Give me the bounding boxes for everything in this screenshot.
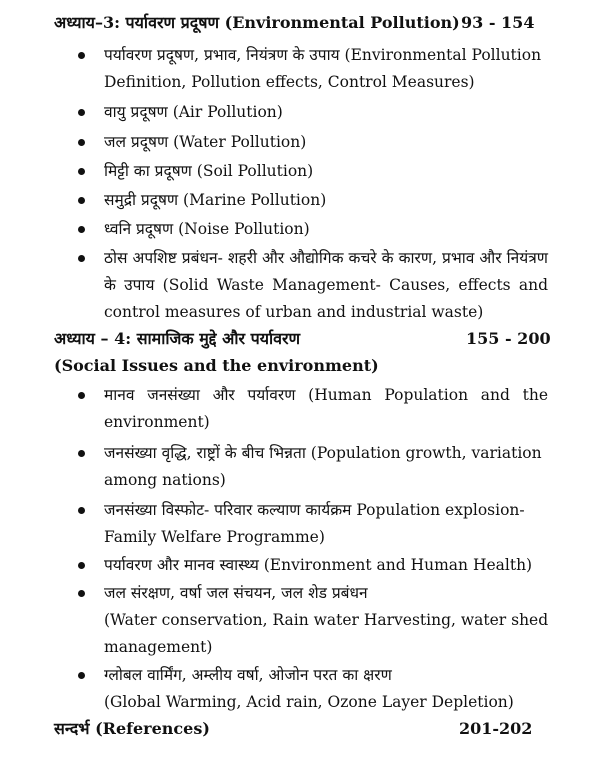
chapter4-page-range: 155 - 200 (466, 329, 551, 348)
item-line: पर्यावरण और मानव स्वास्थ्य (Environment and Human Health) (104, 556, 533, 574)
item-line: control measures of urban and industrial waste) (104, 303, 484, 321)
bullet-icon (78, 226, 85, 233)
item-line: (Global Warming, Acid rain, Ozone Layer Depletion) (104, 693, 514, 711)
item-line: वायु प्रदूषण (Air Pollution) (104, 103, 283, 121)
bullet-icon (78, 197, 85, 204)
item-line: जल संरक्षण, वर्षा जल संचयन, जल शेड प्रबंधन (104, 584, 368, 602)
bullet-icon (78, 450, 85, 457)
item-line: environment) (104, 413, 210, 431)
references-page-range: 201-202 (459, 719, 533, 738)
bullet-icon (78, 507, 85, 514)
item-line: पर्यावरण प्रदूषण, प्रभाव, नियंत्रण के उपाय (Environmental Pollution (104, 46, 542, 64)
bullet-icon (78, 562, 85, 569)
bullet-icon (78, 52, 85, 59)
chapter3-item-5 (104, 187, 548, 214)
chapter4-item-2 (104, 440, 548, 494)
chapter4-item-1 (104, 382, 548, 436)
item-line: ग्लोबल वार्मिंग, अम्लीय वर्षा, ओजोन परत का क्षरण (104, 666, 392, 684)
item-line: ठोस अपशिष्ट प्रबंधन- शहरी और औद्योगिक कचरे के कारण, प्रभाव और नियंत्रण (104, 249, 548, 267)
bullet-icon (78, 672, 85, 679)
bullet-icon (78, 590, 85, 597)
bullet-icon (78, 109, 85, 116)
item-line: के उपाय (Solid Waste Management- Causes, effects and (104, 276, 548, 294)
chapter3-heading: अध्याय–3: पर्यावरण प्रदूषण (Environmental Pollution) (54, 13, 460, 32)
chapter3-item-6 (104, 216, 548, 243)
item-line: ध्वनि प्रदूषण (Noise Pollution) (104, 220, 310, 238)
chapter4-subheading: (Social Issues and the environment) (54, 356, 379, 375)
bullet-icon (78, 168, 85, 175)
references-heading: सन्दर्भ (References) (54, 719, 210, 738)
chapter4-heading: अध्याय – 4: सामाजिक मुद्दे और पर्यावरण (54, 329, 301, 348)
item-line: (Water conservation, Rain water Harvesting, water shed (104, 611, 549, 629)
item-line: जनसंख्या विस्फोट- परिवार कल्याण कार्यक्रम Population explosion- (104, 501, 525, 519)
item-line: among nations) (104, 471, 226, 489)
item-line: Definition, Pollution effects, Control Measures) (104, 73, 475, 91)
item-line: जल प्रदूषण (Water Pollution) (104, 133, 307, 151)
bullet-icon (78, 139, 85, 146)
chapter4-item-5 (104, 580, 548, 661)
chapter4-item-4 (104, 552, 548, 579)
item-line: Family Welfare Programme) (104, 528, 325, 546)
item-line: management) (104, 638, 213, 656)
item-line: मिट्टी का प्रदूषण (Soil Pollution) (104, 162, 314, 180)
bullet-icon (78, 392, 85, 399)
chapter3-item-1 (104, 42, 548, 96)
item-line: जनसंख्या वृद्धि, राष्ट्रों के बीच भिन्नता (Population growth, variation (104, 444, 542, 462)
chapter3-item-7 (104, 245, 548, 326)
chapter3-item-3 (104, 129, 548, 156)
chapter3-item-4 (104, 158, 548, 185)
chapter4-item-6 (104, 662, 548, 716)
chapter3-item-2 (104, 99, 548, 126)
item-line: मानव जनसंख्या और पर्यावरण (Human Population and the (104, 386, 548, 404)
item-line: समुद्री प्रदूषण (Marine Pollution) (104, 191, 327, 209)
chapter4-item-3 (104, 497, 548, 551)
bullet-icon (78, 255, 85, 262)
chapter3-page-range: 93 - 154 (461, 13, 535, 32)
